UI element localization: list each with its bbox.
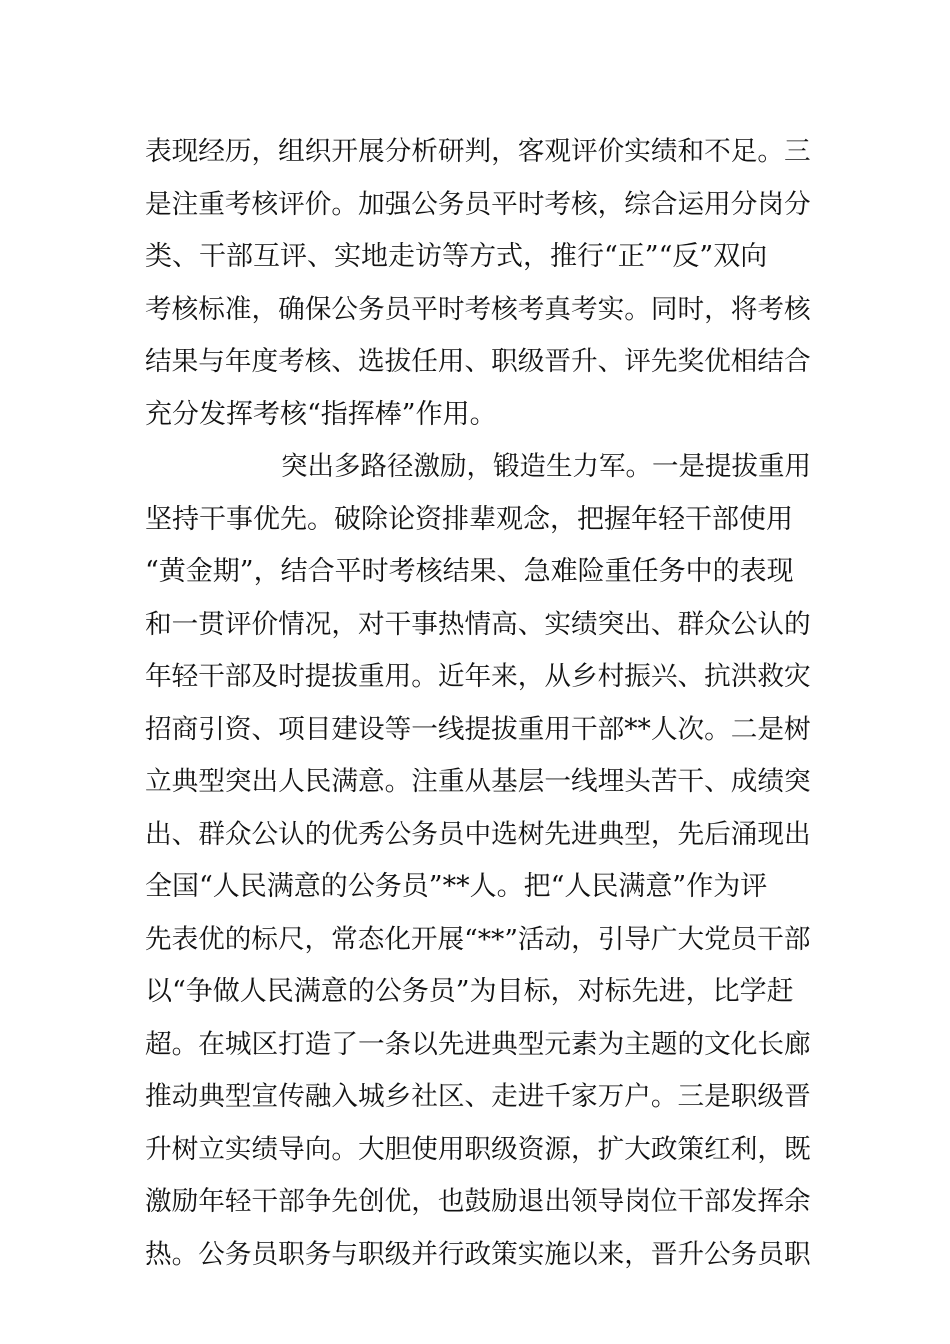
text-line: 升树立实绩导向。大胆使用职级资源，扩大政策红利，既: [145, 1133, 811, 1165]
text-line: 招商引资、项目建设等一线提拔重用干部**人次。二是树: [145, 713, 811, 745]
text-line: 突出多路径激励，锻造生力军。一是提拔重用: [281, 451, 811, 482]
text-line: 表现经历，组织开展分析研判，客观评价实绩和不足。三: [145, 136, 811, 167]
text-line: “黄金期”，结合平时考核结果、急难险重任务中的表现: [145, 556, 794, 587]
text-line: 和一贯评价情况，对干事热情高、实绩突出、群众公认的: [145, 608, 811, 640]
text-line: 激励年轻干部争先创优，也鼓励退出领导岗位干部发挥余: [145, 1186, 811, 1217]
text-line: 先表优的标尺，常态化开展“**”活动，引导广大党员干部: [145, 923, 811, 955]
text-line: 结果与年度考核、选拔任用、职级晋升、评先奖优相结合: [145, 346, 811, 377]
text-line: 全国“人民满意的公务员”**人。把“人民满意”作为评: [145, 871, 768, 902]
body-text: [145, 126, 811, 1281]
text-line: 充分发挥考核“指挥棒”作用。: [145, 398, 497, 430]
text-line: 出、群众公认的优秀公务员中选树先进典型，先后涌现出: [145, 818, 811, 850]
text-line: 年轻干部及时提拔重用。近年来，从乡村振兴、抗洪救灾: [145, 661, 811, 692]
text-line: 超。在城区打造了一条以先进典型元素为主题的文化长廊: [145, 1028, 811, 1060]
text-line: 是注重考核评价。加强公务员平时考核，综合运用分岗分: [145, 188, 811, 220]
text-line: 以“争做人民满意的公务员”为目标，对标先进，比学赶: [145, 976, 794, 1007]
text-line: 推动典型宣传融入城乡社区、走进千家万户。三是职级晋: [145, 1081, 811, 1112]
text-line: 考核标准，确保公务员平时考核考真考实。同时，将考核: [145, 293, 811, 325]
text-line: 坚持干事优先。破除论资排辈观念，把握年轻干部使用: [145, 503, 793, 535]
text-line: 立典型突出人民满意。注重从基层一线埋头苦干、成绩突: [145, 766, 811, 797]
text-line: 热。公务员职务与职级并行政策实施以来，晋升公务员职: [145, 1238, 811, 1270]
text-line: 类、干部互评、实地走访等方式，推行“正”“反”双向: [145, 241, 768, 272]
